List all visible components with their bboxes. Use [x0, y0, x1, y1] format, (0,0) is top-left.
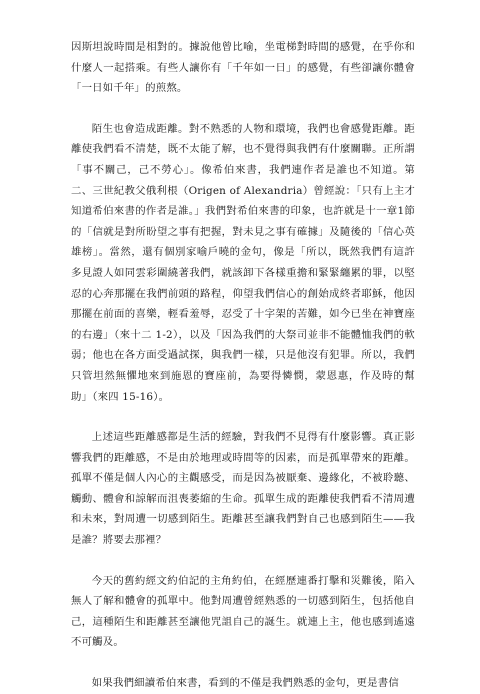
paragraph-5: 如果我們細讀希伯來書，看到的不僅是我們熟悉的金句，更是書信 — [91, 677, 399, 690]
paragraph-2: 陌生也會造成距離。對不熟悉的人物和環境，我們也會感覺距離。距離使我們看不清楚，既不太能了解，也不覺得與我們有什麼關聯。正所謂「事不關己，己不勞心」。像希伯來書，我們連作者是誰也不知道。第二、三世紀教父俄利根（Origen of Alexandria）曾經說：「只有上主才知道希伯來書的作者是誰。」我們對希伯來書的印象，也許就是十一章1節的「信就是對所盼望之事有把握，對未見之事有確據」及隨後的「信心英雄榜」。當然，還有個別家喻戶曉的金句，像是「所以，既然我們有這許多見證人如同雲彩圍繞著我們，就該卸下各樣重擔和緊緊纏累的罪，以堅忍的心奔那擺在我們前頭的路程，仰望我們信心的創始成終者耶穌，他因那擺在前面的喜樂，輕看羞辱，忍受了十字架的苦難，如今已坐在神寶座的右邊」（來十二 1-2），以及「因為我們的大祭司並非不能體恤我們的軟弱；他也在各方面受過試探，與我們一樣，只是他沒有犯罪。所以，我們只管坦然無懼地來到施恩的寶座前，為要得憐憫，蒙恩惠，作及時的幫助」（來四 15-16）。 — [71, 122, 415, 403]
paragraph-3: 上述這些距離感都是生活的經驗，對我們不見得有什麼影響。真正影響我們的距離感，不是由於地理或時間等的因素，而是孤單帶來的距離。孤單不僅是個人內心的主觀感受，而是因為被厭棄、邊緣化，不被聆聽、觸動、體會和諒解而沮喪萎縮的生命。孤單生成的距離使我們看不清周遭和未來，對周遭一切感到陌生。距離甚至讓我們對自己也感到陌生——我是誰？將要去那裡？ — [71, 431, 415, 547]
paragraph-1: 因斯坦說時間是相對的。據說他曾比喻，坐電梯對時間的感覺，在乎你和什麼人一起搭乘。有些人讓你有「千年如一日」的感覺，有些卻讓你體會「一日如千年」的煎熬。 — [71, 41, 415, 95]
document-page — [71, 37, 415, 694]
paragraph-4: 今天的舊約經文約伯記的主角約伯，在經歷連番打擊和災難後，陷入無人了解和體會的孤單中。他對周遭曾經熟悉的一切感到陌生，包括他自己，這種陌生和距離甚至讓他咒詛自己的誕生。就連上主，他也感到遙遠不可觸及。 — [71, 574, 415, 649]
